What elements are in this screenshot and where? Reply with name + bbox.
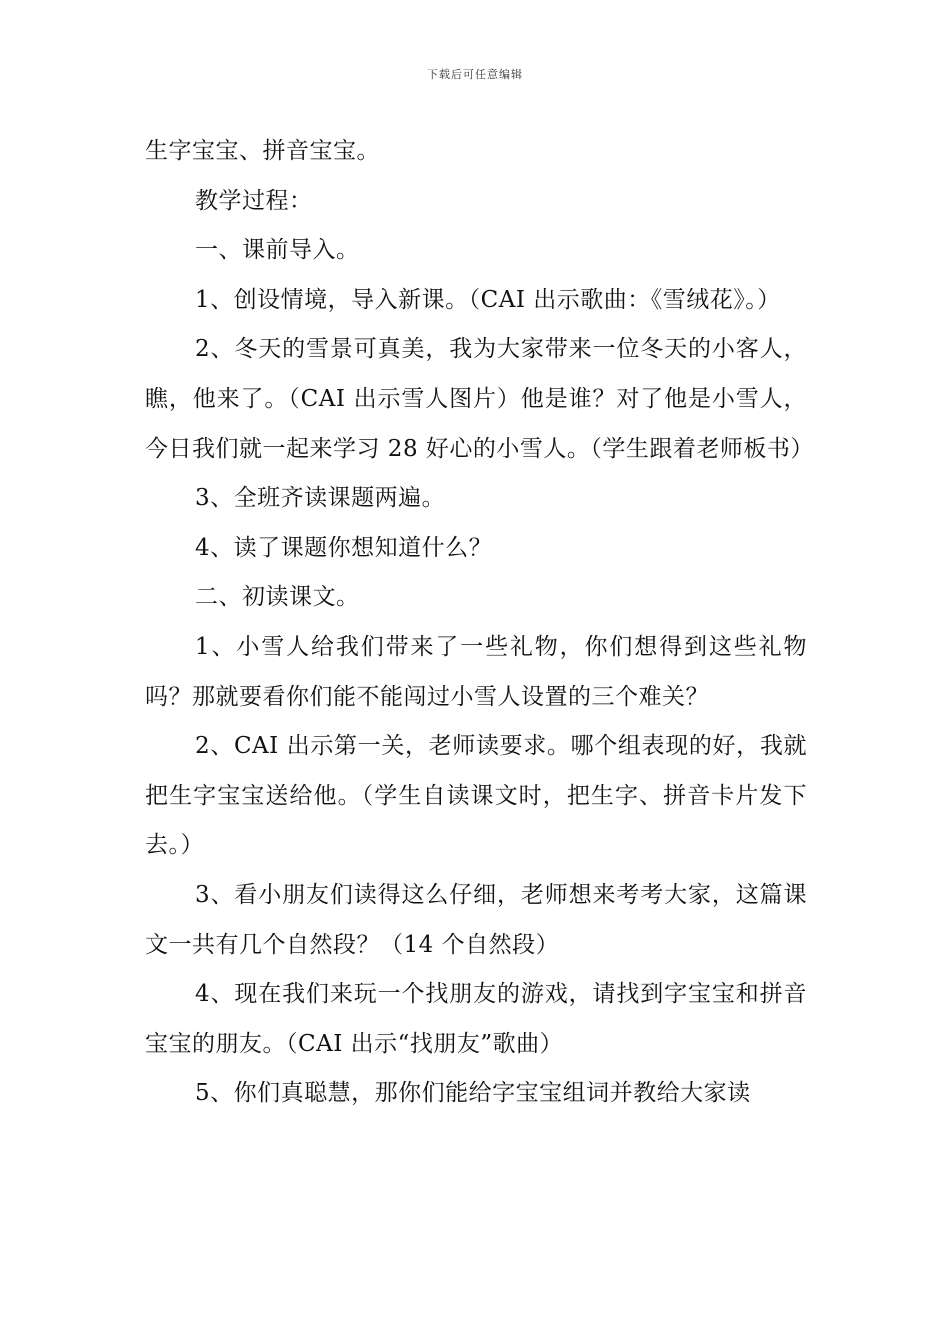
paragraph-2: 教学过程：: [195, 187, 313, 214]
paragraph-12: 4、现在我们来玩一个找朋友的游戏，请找到字宝宝和拼音宝宝的朋友。（CAI 出示“找朋友”歌曲）: [145, 981, 807, 1057]
paragraph-10: 2、CAI 出示第一关，老师读要求。哪个组表现的好，我就把生字宝宝送给他。（学生自读课文时，把生字、拼音卡片发下去。）: [145, 733, 807, 859]
paragraph-3: 一、课前导入。: [195, 237, 360, 264]
paragraph-1: 生字宝宝、拼音宝宝。: [145, 138, 380, 164]
paragraph-4: 1、创设情境，导入新课。（CAI 出示歌曲：《雪绒花》。）: [195, 286, 781, 313]
paragraph-9: 1、小雪人给我们带来了一些礼物，你们想得到这些礼物吗？那就要看你们能不能闯过小雪人设置的三个难关？: [145, 633, 807, 710]
document-body: [145, 127, 814, 1119]
paragraph-5: 2、冬天的雪景可真美，我为大家带来一位冬天的小客人，瞧，他来了。（CAI 出示雪人图片）他是谁？对了他是小雪人，今日我们就一起来学习 28 好心的小雪人。（学生跟着老师板书）: [145, 336, 814, 462]
paragraph-7: 4、读了课题你想知道什么？: [195, 534, 493, 561]
paragraph-6: 3、全班齐读课题两遍。: [195, 485, 446, 512]
page-header-note: 下载后可任意编辑: [427, 68, 523, 81]
paragraph-8: 二、初读课文。: [195, 584, 360, 611]
paragraph-11: 3、看小朋友们读得这么仔细，老师想来考考大家，这篇课文一共有几个自然段？（14 个自然段）: [145, 881, 807, 958]
paragraph-13: 5、你们真聪慧，那你们能给字宝宝组词并教给大家读: [195, 1080, 751, 1107]
